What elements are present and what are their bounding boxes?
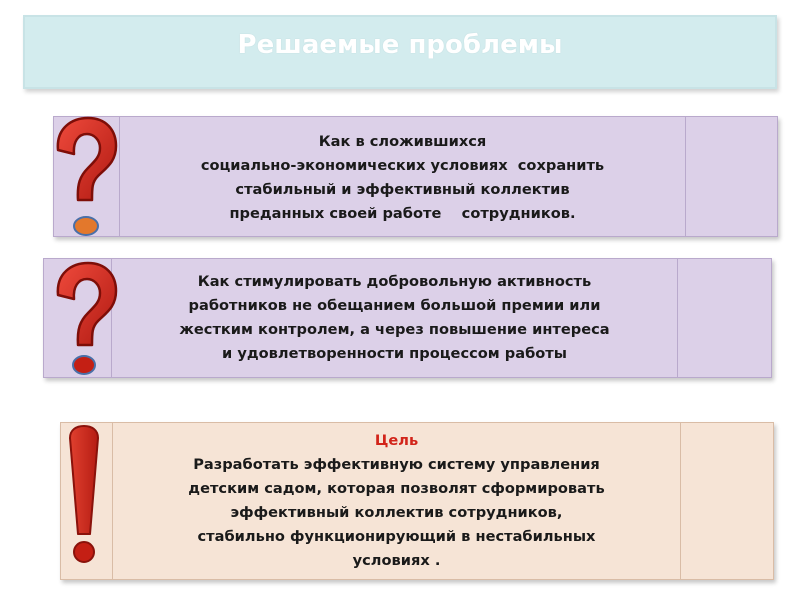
- empty-cell: [686, 117, 777, 236]
- goal-label: Цель: [374, 432, 419, 449]
- text-line: и удовлетворенности процессом работы: [222, 345, 567, 362]
- problem-text-1: [120, 117, 686, 236]
- goal-text: [113, 423, 681, 579]
- problem-row-2: [43, 258, 772, 378]
- exclamation-mark-icon: [60, 424, 112, 580]
- page-title: Решаемые проблемы: [237, 30, 563, 60]
- question-mark-icon: [44, 112, 124, 242]
- text-line: Разработать эффективную систему управления: [193, 456, 600, 473]
- problem-text-2: [112, 259, 678, 377]
- text-line: Как в сложившихся: [318, 132, 487, 150]
- text-line: эффективный коллектив сотрудников,: [230, 504, 563, 521]
- text-line: детским садом, которая позволят сформировать: [188, 480, 605, 497]
- question-mark-icon: [44, 257, 124, 382]
- text-line: социально-экономических условиях сохранить: [200, 156, 605, 174]
- text-line: стабильный и эффективный коллектив: [235, 180, 570, 198]
- empty-cell: [681, 423, 773, 579]
- title-banner: [23, 15, 777, 89]
- text-line: Как стимулировать добровольную активность: [197, 273, 592, 290]
- goal-row: [60, 422, 774, 580]
- text-line: работников не обещанием большой премии или: [188, 297, 601, 314]
- text-line: преданных своей работе сотрудников.: [229, 204, 576, 222]
- text-line: жестким контролем, а через повышение интереса: [179, 321, 610, 338]
- text-line: условиях .: [352, 552, 441, 569]
- problem-row-1: [53, 116, 778, 237]
- text-line: стабильно функционирующий в нестабильных: [197, 528, 596, 545]
- empty-cell: [678, 259, 771, 377]
